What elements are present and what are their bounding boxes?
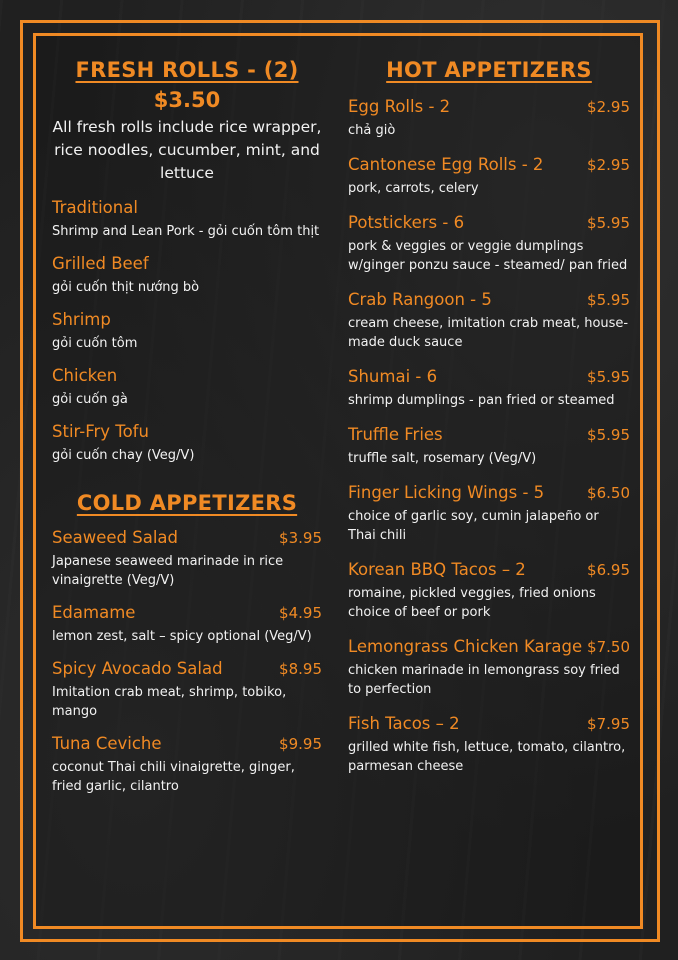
item-name: Seaweed Salad bbox=[52, 528, 179, 547]
item-price: $5.95 bbox=[587, 291, 630, 309]
item-name: Korean BBQ Tacos – 2 bbox=[348, 560, 526, 579]
item-description: gỏi cuốn thịt nướng bò bbox=[52, 280, 200, 295]
item-name: Grilled Beef bbox=[52, 254, 149, 273]
item-price: $5.95 bbox=[587, 368, 630, 386]
menu-item bbox=[52, 197, 322, 241]
menu-item bbox=[52, 253, 322, 297]
fresh-rolls-price: $3.50 bbox=[153, 88, 221, 112]
item-name: Edamame bbox=[52, 603, 136, 622]
item-description: gỏi cuốn tôm bbox=[52, 336, 138, 351]
item-name: Crab Rangoon - 5 bbox=[348, 290, 492, 309]
item-description: chả giò bbox=[348, 123, 396, 138]
item-price: $7.95 bbox=[587, 715, 630, 733]
item-name: Cantonese Egg Rolls - 2 bbox=[348, 155, 544, 174]
item-price: $2.95 bbox=[587, 156, 630, 174]
menu-item bbox=[348, 154, 630, 198]
item-price: $7.50 bbox=[587, 638, 630, 656]
item-description: cream cheese, imitation crab meat, house-made duck sauce bbox=[348, 316, 629, 350]
right-column bbox=[348, 58, 630, 776]
item-description: gỏi cuốn gà bbox=[52, 392, 128, 407]
menu-item bbox=[348, 212, 630, 275]
menu-item bbox=[348, 424, 630, 468]
item-price: $8.95 bbox=[279, 660, 322, 678]
fresh-rolls-intro: All fresh rolls include rice wrapper, rice noodles, cucumber, mint, and lettuce bbox=[52, 118, 322, 182]
menu-item bbox=[52, 365, 322, 409]
fresh-rolls-heading: FRESH ROLLS - (2) bbox=[75, 58, 299, 82]
item-description: romaine, pickled veggies, fried onions choice of beef or pork bbox=[348, 586, 596, 620]
item-description: coconut Thai chili vinaigrette, ginger, fried garlic, cilantro bbox=[52, 760, 295, 794]
cold-appetizers-heading: COLD APPETIZERS bbox=[76, 491, 298, 515]
item-description: pork & veggies or veggie dumplings w/ginger ponzu sauce - steamed/ pan fried bbox=[348, 239, 628, 273]
item-name: Lemongrass Chicken Karage bbox=[348, 637, 583, 656]
item-description: choice of garlic soy, cumin jalapeño or Thai chili bbox=[348, 509, 599, 543]
item-price: $2.95 bbox=[587, 98, 630, 116]
item-name: Chicken bbox=[52, 366, 118, 385]
menu-item bbox=[348, 636, 630, 699]
item-description: truffle salt, rosemary (Veg/V) bbox=[348, 451, 537, 466]
item-name: Egg Rolls - 2 bbox=[348, 97, 451, 116]
item-name: Spicy Avocado Salad bbox=[52, 659, 223, 678]
item-price: $5.95 bbox=[587, 426, 630, 444]
menu-item bbox=[348, 96, 630, 140]
menu-item bbox=[348, 482, 630, 545]
item-price: $3.95 bbox=[279, 529, 322, 547]
item-name: Stir-Fry Tofu bbox=[52, 422, 149, 441]
item-name: Tuna Ceviche bbox=[52, 734, 162, 753]
menu-item bbox=[52, 658, 322, 721]
item-price: $6.95 bbox=[587, 561, 630, 579]
left-column bbox=[52, 58, 322, 796]
item-description: Imitation crab meat, shrimp, tobiko, mango bbox=[52, 685, 287, 719]
item-description: grilled white fish, lettuce, tomato, cilantro, parmesan cheese bbox=[348, 740, 626, 774]
menu-item bbox=[348, 366, 630, 410]
item-name: Shrimp bbox=[52, 310, 111, 329]
menu-item bbox=[52, 421, 322, 465]
item-price: $5.95 bbox=[587, 214, 630, 232]
menu-item bbox=[348, 289, 630, 352]
menu-item bbox=[52, 527, 322, 590]
menu-item bbox=[52, 602, 322, 646]
item-name: Shumai - 6 bbox=[348, 367, 438, 386]
item-name: Potstickers - 6 bbox=[348, 213, 465, 232]
item-description: shrimp dumplings - pan fried or steamed bbox=[348, 393, 615, 408]
item-description: lemon zest, salt – spicy optional (Veg/V) bbox=[52, 629, 312, 644]
item-name: Traditional bbox=[52, 198, 138, 217]
menu-item bbox=[52, 309, 322, 353]
item-description: gỏi cuốn chay (Veg/V) bbox=[52, 448, 195, 463]
item-description: Shrimp and Lean Pork - gỏi cuốn tôm thịt bbox=[52, 224, 320, 239]
item-name: Truffle Fries bbox=[348, 425, 443, 444]
item-description: chicken marinade in lemongrass soy fried to perfection bbox=[348, 663, 620, 697]
item-description: Japanese seaweed marinade in rice vinaigrette (Veg/V) bbox=[52, 554, 284, 588]
item-description: pork, carrots, celery bbox=[348, 181, 479, 196]
item-price: $4.95 bbox=[279, 604, 322, 622]
item-price: $6.50 bbox=[587, 484, 630, 502]
item-price: $9.95 bbox=[279, 735, 322, 753]
menu-item bbox=[348, 559, 630, 622]
menu-item bbox=[348, 713, 630, 776]
hot-appetizers-heading: HOT APPETIZERS bbox=[386, 58, 592, 82]
menu-item bbox=[52, 733, 322, 796]
item-name: Fish Tacos – 2 bbox=[348, 714, 460, 733]
item-name: Finger Licking Wings - 5 bbox=[348, 483, 545, 502]
